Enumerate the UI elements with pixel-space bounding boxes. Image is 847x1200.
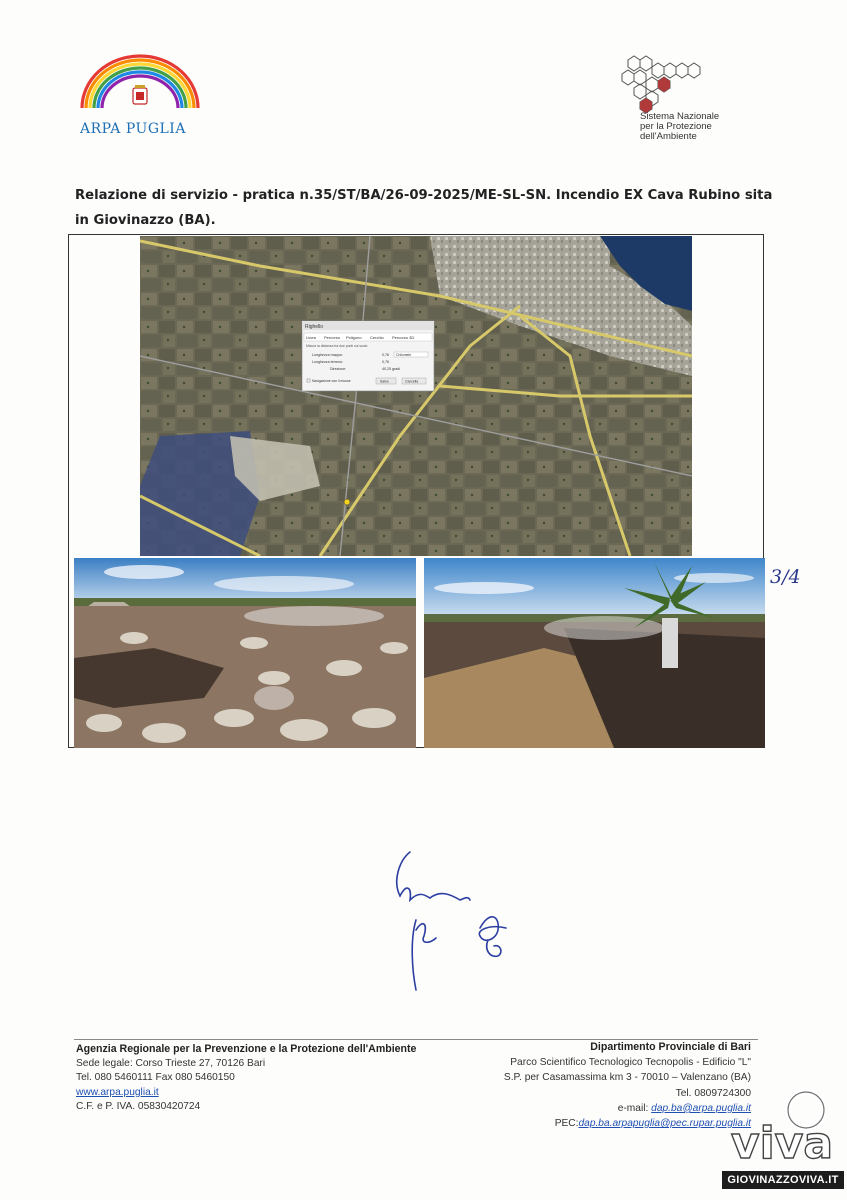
agency-address: Sede legale: Corso Trieste 27, 70126 Bari (76, 1057, 266, 1069)
arpa-puglia-wordmark: ARPA PUGLIA (80, 121, 186, 137)
ruler-row3-value: 40,25 gradi (382, 367, 400, 371)
footer-department-info (504, 1040, 751, 1131)
footer-agency-info (76, 1042, 416, 1115)
photo-burned-rubble (74, 558, 416, 748)
ruler-unit-select: Chilometri (396, 353, 412, 357)
ruler-row1-value: 0,76 (382, 353, 389, 357)
ruler-row3-label: Direzione: (330, 367, 347, 371)
ruler-dialog-title: Righello (305, 324, 324, 330)
department-name: Dipartimento Provinciale di Bari (590, 1041, 751, 1053)
satellite-map-image (140, 236, 692, 556)
snpa-line-3: dell'Ambiente (640, 131, 697, 142)
snpa-line-1: Sistema Nazionale (640, 111, 720, 122)
agency-name: Agenzia Regionale per la Prevenzione e la Protezione dell'Ambiente (76, 1043, 417, 1055)
ruler-tab-4: Cerchio (370, 335, 384, 340)
handwritten-page-note: 3/4 (770, 566, 801, 588)
snpa-caption (640, 112, 719, 142)
viva-site-label[interactable]: GIOVINAZZOVIVA.IT (722, 1171, 844, 1189)
snpa-hexagon-logo (614, 52, 706, 116)
department-email-link[interactable]: dap.ba@arpa.puglia.it (651, 1102, 751, 1114)
ruler-hint: Misura la distanza tra due punti sul suolo (306, 344, 368, 348)
ruler-row2-value: 0,76 (382, 360, 389, 364)
agency-phone: Tel. 080 5460111 Fax 080 5460150 (76, 1072, 235, 1084)
fire-location-marker-icon (344, 499, 350, 505)
coat-of-arms-icon (133, 85, 147, 104)
pec-label: PEC: (554, 1118, 579, 1130)
department-address-1: Parco Scientifico Tecnologico Tecnopolis - Edificio "L" (510, 1057, 751, 1069)
snpa-line-2: per la Protezione (640, 121, 712, 132)
ruler-clear-label: Cancella (405, 379, 419, 384)
ruler-tab-3: Poligono (346, 335, 362, 340)
ruler-save-label: Salva (380, 379, 389, 384)
ruler-tab-2: Percorso (324, 335, 341, 340)
viva-brand-text: viva (730, 1118, 834, 1168)
handwritten-signatures (380, 840, 540, 1000)
viva-watermark-logo (724, 1086, 842, 1168)
report-title: Relazione di servizio - pratica n.35/ST/BA/26-09-2025/ME-SL-SN. Incendio EX Cava Rubino sita in Giovinazzo (BA). (75, 188, 773, 228)
navigation-checkbox (307, 379, 310, 382)
email-label: e-mail: (617, 1102, 649, 1114)
ruler-tab-1: Linea (306, 335, 316, 340)
department-phone: Tel. 0809724300 (675, 1087, 751, 1099)
ruler-checkbox-label: Navigazione con il mouse (312, 379, 351, 383)
ruler-row1-label: Lunghezza mappa: (312, 353, 343, 357)
agency-vat: C.F. e P. IVA. 05830420724 (76, 1101, 201, 1113)
ruler-row2-label: Lunghezza terreno: (312, 360, 343, 364)
department-address-2: S.P. per Casamassima km 3 - 70010 – Valenzano (BA) (503, 1072, 751, 1084)
department-pec-link[interactable]: dap.ba.arpapuglia@pec.rupar.puglia.it (578, 1118, 751, 1130)
ruler-dialog (302, 321, 434, 391)
ruler-tab-5: Percorso 3D (392, 335, 415, 340)
agency-website-link[interactable]: www.arpa.puglia.it (76, 1086, 159, 1098)
photo-burned-field-palm (424, 558, 765, 748)
